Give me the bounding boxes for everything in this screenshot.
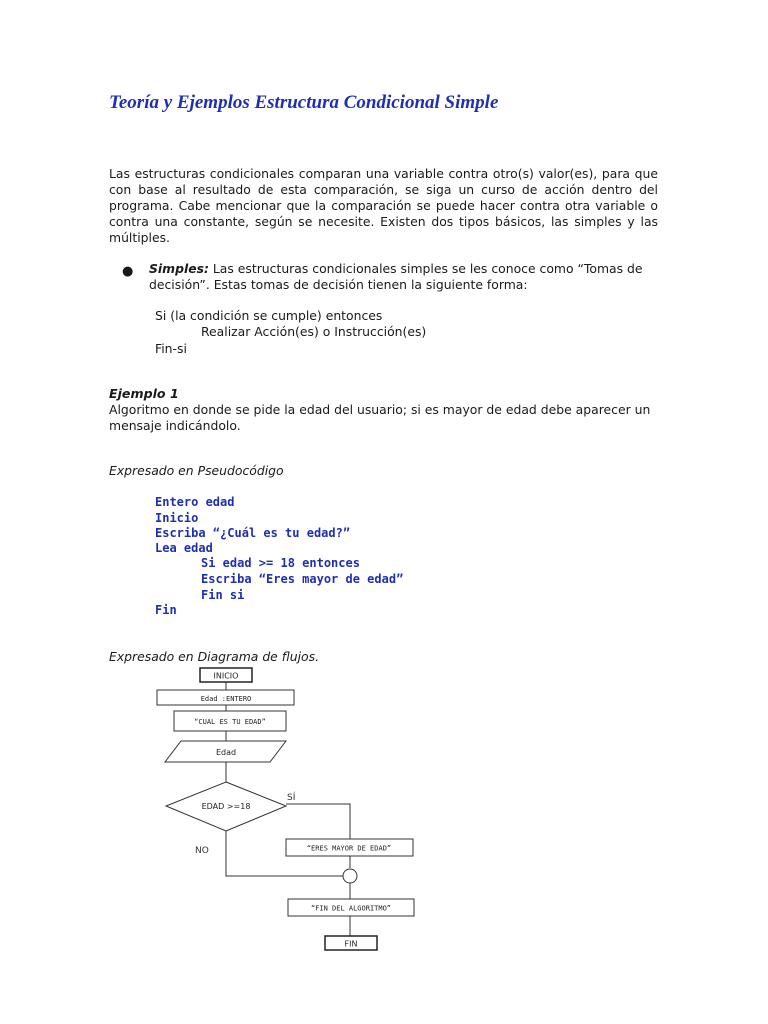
code-line: Escriba “¿Cuál es tu edad?” [155,526,351,540]
example-title: Ejemplo 1 [109,386,179,401]
yes-label: SÍ [287,793,296,803]
output-end-label: “FIN DEL ALGORITMO” [310,904,392,913]
code-line: Entero edad [155,495,235,509]
code-line: Inicio [155,511,199,525]
bullet-description: Las estructuras condicionales simples se les conoce como “Tomas de decisión”. Estas tomas de decisión tienen la siguiente forma: [149,261,643,292]
code-line: Lea edad [155,541,213,555]
decision-label: EDAD >=18 [201,802,251,811]
bullet-term: Simples: [149,261,209,276]
input-label: Edad [215,748,237,757]
example-description: Algoritmo en donde se pide la edad del usuario; si es mayor de edad debe aparecer un mensaje indicándolo. [109,402,651,433]
no-label: NO [195,846,209,856]
end-label: FIN [344,939,358,949]
declare-label: Edad :ENTERO [200,695,252,703]
code-line: Fin si [201,588,245,602]
intro-paragraph: Las estructuras condicionales comparan una variable contra otro(s) valor(es), para que con base al resultado de esta comparación, se siga un curso de acción dentro del programa. Cabe mencionar que la comparación se puede hacer contra otra variable o contra una constante, según se necesite. Existen dos tipos básicos, las simples y las múltiples. [109,166,658,245]
code-line: Si edad >= 18 entonces [201,556,360,570]
code-line: Fin [155,603,177,617]
form-line-accion: Realizar Acción(es) o Instrucción(es) [201,324,427,339]
form-line-finsi: Fin-si [155,341,187,356]
bullet-icon: ● [122,264,134,279]
page-title: Teoría y Ejemplos Estructura Condicional Simple [109,92,499,113]
output-yes-label: “ERES MAYOR DE EDAD” [306,844,392,853]
connector-circle [343,869,357,883]
form-line-si: Si (la condición se cumple) entonces [155,308,383,323]
code-line: Escriba “Eres mayor de edad” [201,572,404,586]
pseudocode-heading: Expresado en Pseudocódigo [109,463,284,478]
start-label: INICIO [213,671,239,681]
flowchart-heading: Expresado en Diagrama de flujos. [109,649,320,664]
prompt-label: “CUAL ES TU EDAD” [194,718,266,726]
